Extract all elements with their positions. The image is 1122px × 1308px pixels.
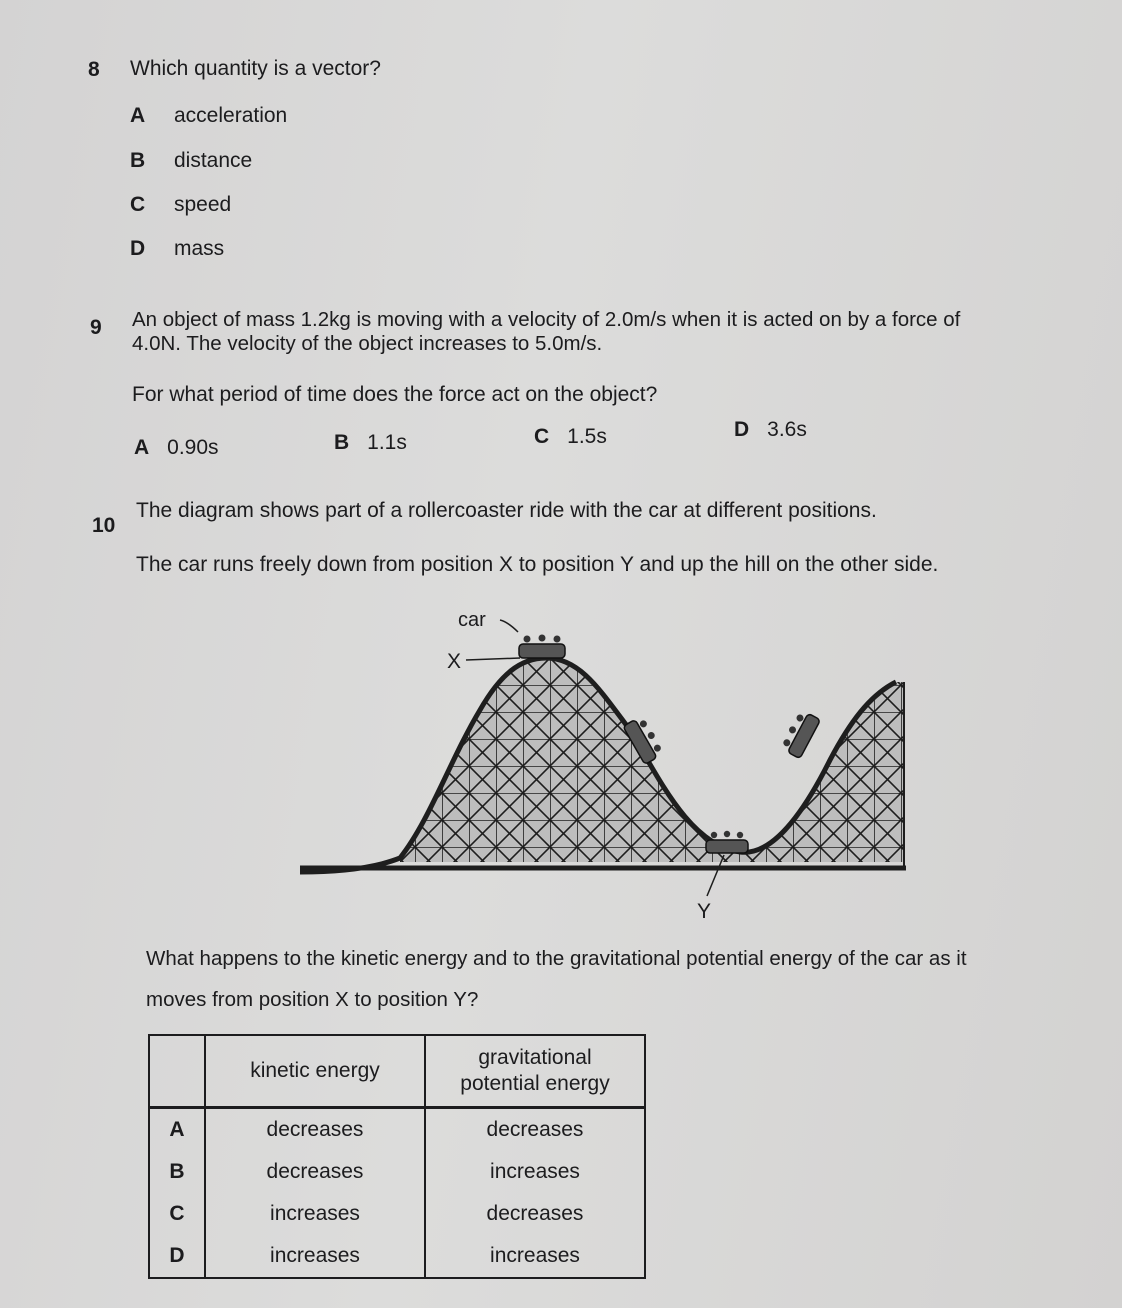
q8-number: 8: [88, 58, 100, 81]
table-header-empty: [149, 1035, 205, 1108]
table-header-kinetic: kinetic energy: [205, 1035, 425, 1108]
label-car: car: [458, 609, 486, 631]
row-gpe: decreases: [425, 1108, 645, 1152]
option-letter: B: [334, 431, 350, 454]
option-text: mass: [174, 237, 225, 260]
q10-question-line1: What happens to the kinetic energy and to the gravitational potential energy of the car as it: [146, 947, 967, 970]
row-letter: A: [149, 1108, 205, 1152]
option-text: 3.6s: [767, 418, 807, 441]
row-gpe: decreases: [425, 1193, 645, 1235]
q8-text: Which quantity is a vector?: [130, 57, 381, 80]
q9-number: 9: [90, 316, 102, 339]
row-letter: C: [149, 1193, 205, 1235]
table-row[interactable]: [149, 1151, 645, 1193]
option-letter: C: [130, 193, 146, 216]
q8-option-d[interactable]: [130, 237, 224, 261]
q9-option-c[interactable]: [534, 425, 607, 449]
option-letter: C: [534, 425, 550, 448]
option-text: acceleration: [174, 104, 288, 127]
option-letter: A: [130, 104, 146, 127]
q9-option-a[interactable]: [134, 436, 219, 460]
table-row[interactable]: [149, 1235, 645, 1278]
table-row[interactable]: [149, 1193, 645, 1235]
row-gpe: increases: [425, 1151, 645, 1193]
label-y: Y: [697, 900, 712, 923]
table-row[interactable]: [149, 1108, 645, 1152]
q8-option-b[interactable]: [130, 149, 252, 173]
q8-option-a[interactable]: [130, 104, 287, 128]
q10-text1: The diagram shows part of a rollercoaster ride with the car at different positions.: [136, 499, 877, 522]
table-header-gpe: [425, 1035, 645, 1108]
q8-option-c[interactable]: [130, 193, 231, 217]
q9-line1: An object of mass 1.2kg is moving with a velocity of 2.0m/s when it is acted on by a force of: [132, 308, 961, 331]
option-letter: A: [134, 436, 150, 459]
header-gpe-line2: potential energy: [460, 1072, 610, 1095]
q10-number: 10: [92, 514, 116, 537]
option-text: speed: [174, 193, 232, 216]
q9-question: For what period of time does the force act on the object?: [132, 383, 658, 406]
rollercoaster-diagram: [290, 600, 920, 930]
car-at-x: [519, 635, 565, 659]
q10-question-line2: moves from position X to position Y?: [146, 988, 479, 1011]
table-header-row: [149, 1035, 645, 1108]
row-letter: D: [149, 1235, 205, 1278]
option-text: 1.1s: [367, 431, 407, 454]
option-text: 0.90s: [167, 436, 219, 459]
option-text: 1.5s: [567, 425, 607, 448]
option-letter: D: [130, 237, 146, 260]
option-letter: D: [734, 418, 750, 441]
row-gpe: increases: [425, 1235, 645, 1278]
label-x: X: [447, 650, 462, 673]
q10-text2: The car runs freely down from position X to position Y and up the hill on the other side.: [136, 553, 939, 576]
q9-line2: 4.0N. The velocity of the object increases to 5.0m/s.: [132, 332, 603, 355]
car-leader-line: [500, 620, 518, 632]
car-uphill: [779, 709, 820, 759]
row-kinetic: decreases: [205, 1108, 425, 1152]
row-kinetic: decreases: [205, 1151, 425, 1193]
row-letter: B: [149, 1151, 205, 1193]
header-gpe-line1: gravitational: [478, 1046, 592, 1069]
option-letter: B: [130, 149, 146, 172]
q9-option-b[interactable]: [334, 431, 407, 455]
option-text: distance: [174, 149, 253, 172]
answer-table: [148, 1034, 646, 1279]
row-kinetic: increases: [205, 1235, 425, 1278]
q9-option-d[interactable]: [734, 418, 807, 442]
x-leader-line: [466, 658, 520, 660]
car-at-y: [706, 831, 748, 853]
row-kinetic: increases: [205, 1193, 425, 1235]
